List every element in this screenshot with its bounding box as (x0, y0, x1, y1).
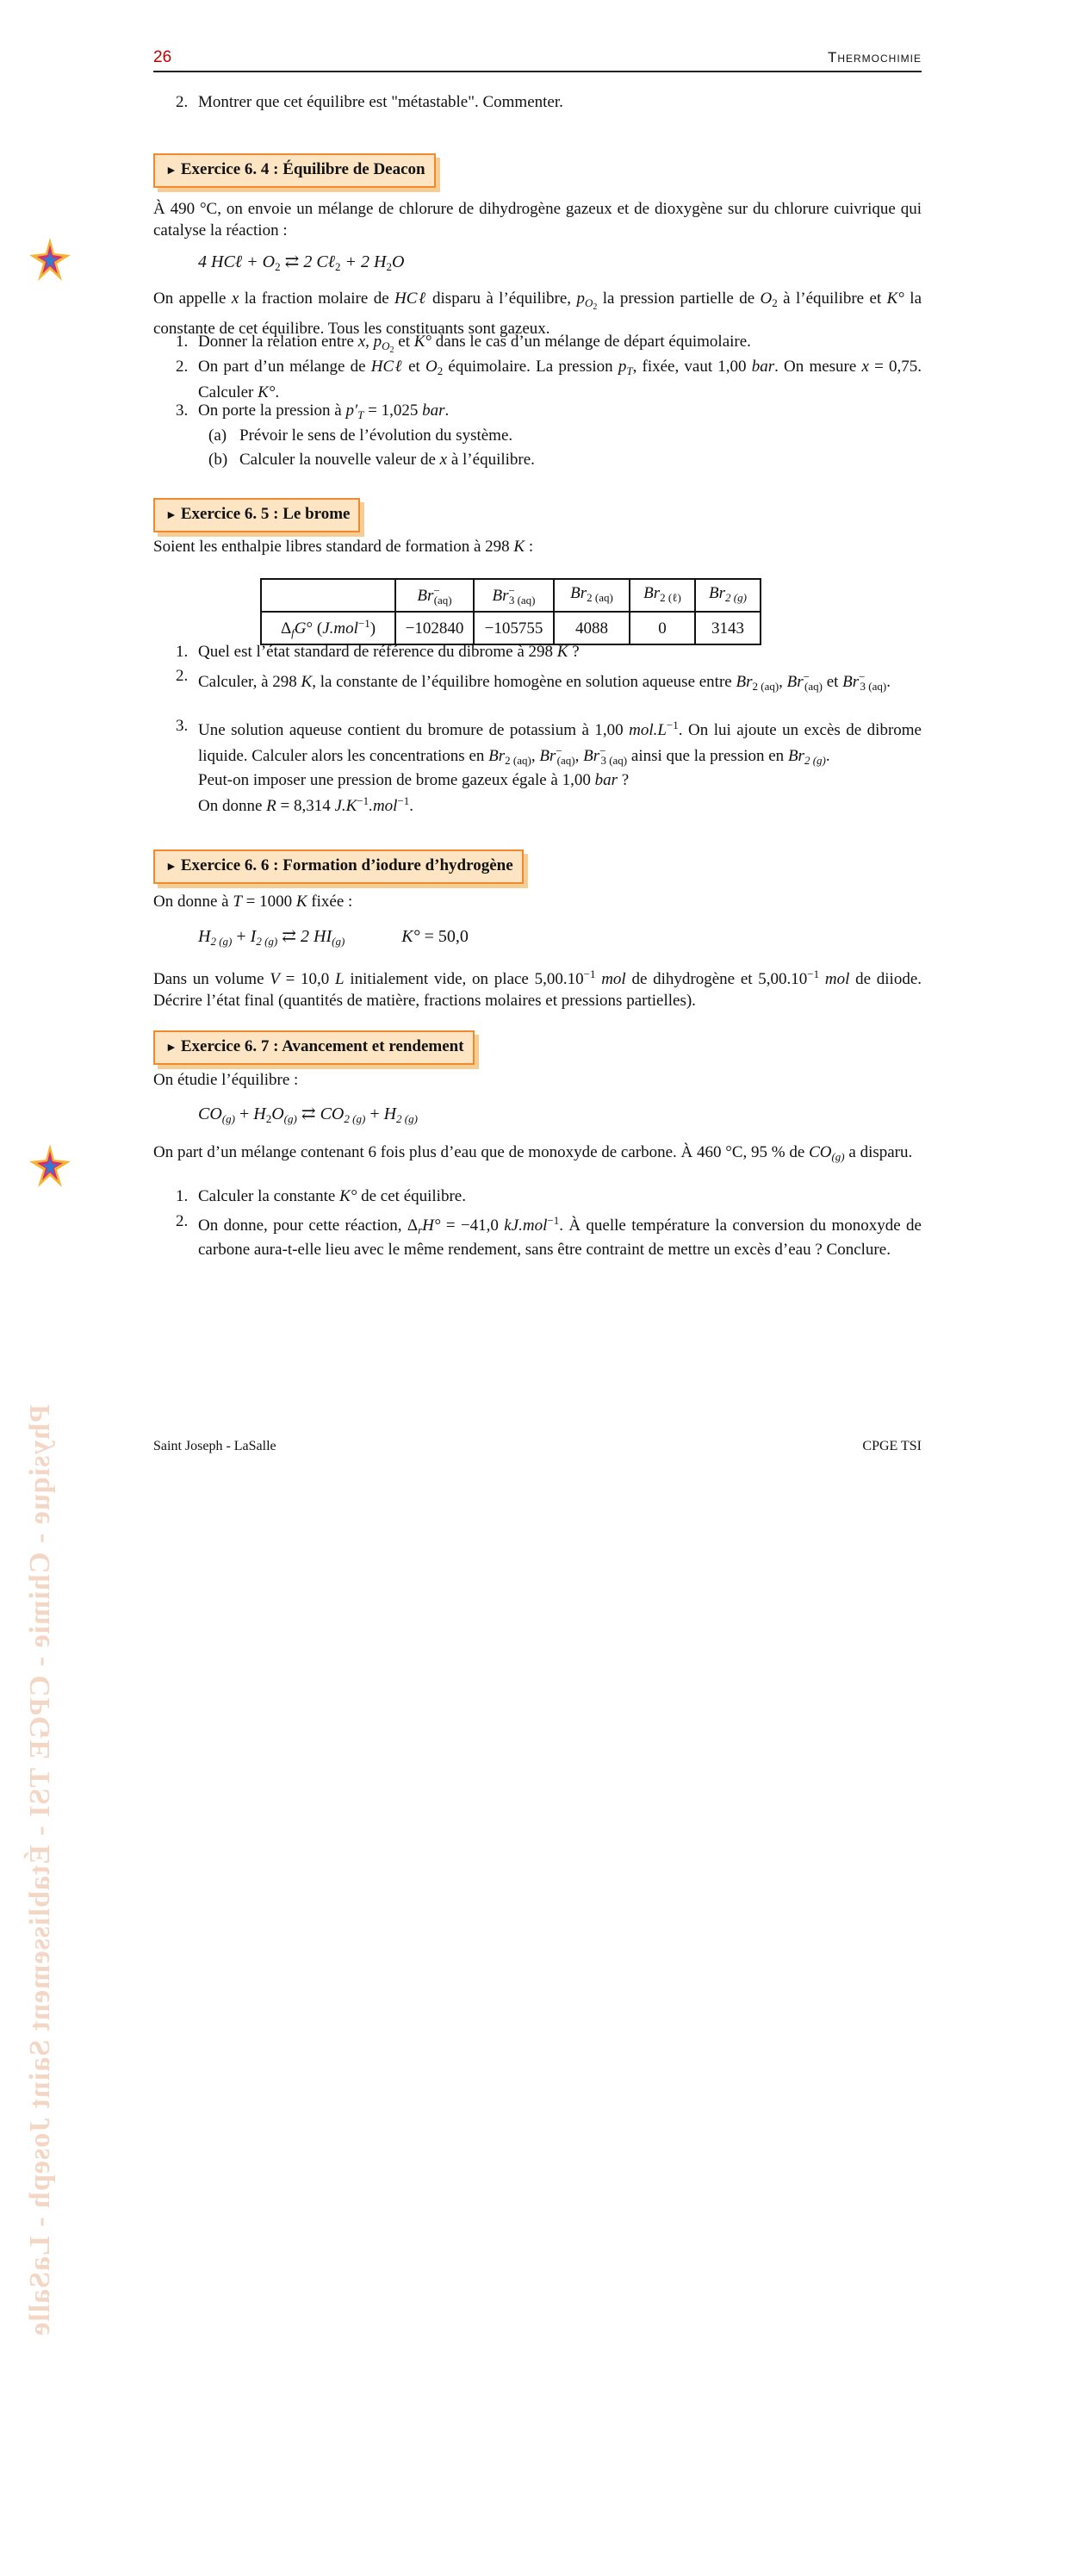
triangle-icon: ► (165, 509, 177, 522)
table-cell: −105755 (474, 612, 554, 644)
triangle-icon: ► (165, 165, 177, 177)
school-logo-bottom (28, 1139, 72, 1191)
triangle-icon: ► (165, 1042, 177, 1055)
footer-class: CPGE TSI (862, 1439, 922, 1453)
table-row-label: $\Delta_fG^\circ$ (J.mol$^{-1}$) (261, 612, 395, 644)
exercise-6-7-paragraph: On part d’un mélange contenant 6 fois plus d’eau que de monoxyde de carbone. À 460 °C, 95 % de $CO_{(g)}$ a disparu. (153, 1143, 913, 1163)
table-cell: 0 (630, 612, 695, 644)
exercise-6-7-question-1: 1. Calculer la constante K° de cet équilibre. (176, 1187, 466, 1205)
school-logo-top (28, 233, 72, 284)
table-header-row (261, 579, 761, 612)
table-cell: −102840 (395, 612, 474, 644)
table-cell: 4088 (554, 612, 630, 644)
exercise-6-4-title: ► Exercice 6. 4 : Équilibre de Deacon (153, 153, 436, 188)
triangle-icon: ► (165, 861, 177, 874)
footer-school: Saint Joseph - LaSalle (153, 1439, 276, 1453)
exercise-6-4-paragraph: On appelle x la fraction molaire de HCℓ disparu à l’équilibre, $p_{O2}$ la pression partielle de $O_2$ à l’équilibre et K° la constante de cet équilibre. Tous les constituants sont gazeux. (153, 289, 922, 338)
deacon-reaction-equation: 4 HCℓ + $O_2$ ⇄ 2 Cℓ$_2$ + 2 $H_2O$ (198, 252, 405, 273)
table-header-cell: $Br_{2 (aq)}$ (554, 579, 630, 612)
page-number: 26 (153, 48, 172, 66)
exercise-6-4-question-3a: (a) Prévoir le sens de l’évolution du système. (208, 426, 513, 445)
exercise-6-5-title: ► Exercice 6. 5 : Le brome (153, 498, 360, 532)
exercise-6-4-intro: À 490 °C, on envoie un mélange de chlorure de dihydrogène gazeux et de dioxygène sur du chlorure cuivrique qui catalyse la réaction : (153, 200, 922, 240)
exercise-6-4-question-3: 3. On porte la pression à $p'_T = 1,025$ bar. (176, 401, 450, 421)
page-header (153, 47, 922, 72)
table-header-cell: $Br^-_{(aq)}$ (395, 579, 474, 612)
table-header-cell: $Br^-_{3 (aq)}$ (474, 579, 554, 612)
exercise-6-6-title: ► Exercice 6. 6 : Formation d’iodure d’hydrogène (153, 849, 524, 884)
vertical-watermark: Physique - Chimie - CPGE TSI - Établissement Saint Joseph - LaSalle (24, 1404, 56, 2336)
table-row (261, 612, 761, 644)
exercise-6-4-question-2: 2. On part d’un mélange de HCℓ et $O_2$ équimolaire. La pression $p_T$, fixée, vaut 1,00 bar. On mesure x = 0,75. Calculer K°. (176, 358, 922, 401)
table-header-cell: $Br_{2 (\ell)}$ (630, 579, 695, 612)
exercise-6-7-question-2: 2. On donne, pour cette réaction, $\Delta_rH^\circ = -41,0$ kJ.mol$^{-1}$. À quelle température la conversion du monoxyde de carbone aura-t-elle lieu avec le même rendement, sans être contraint de mettre un excès d’eau ? Conclure. (176, 1212, 922, 1259)
exercise-6-5-intro: Soient les enthalpie libres standard de formation à 298 K : (153, 538, 534, 556)
gibbs-energy-table (260, 578, 761, 645)
exercise-6-7-intro: On étudie l’équilibre : (153, 1071, 299, 1089)
chapter-title: Thermochimie (827, 49, 922, 65)
water-gas-reaction-equation: $CO_{(g)} + H_2O_{(g)}$ ⇄ $CO_{2 (g)} + H_{2 (g)}$ (198, 1104, 418, 1125)
hi-reaction-equation: $H_{2 (g)} + I_{2 (g)}$ ⇄ 2 $HI_{(g)}$ K° = 50,0 (198, 927, 469, 948)
exercise-6-5-question-3: 3. Une solution aqueuse contient du bromure de potassium à 1,00 $mol.L^{-1}$. On lui ajoute un excès de dibrome liquide. Calculer alors les concentrations en $Br_{2 (aq)}$, $Br^-_{(aq)}$, $Br^-_{3 (aq)}$ ainsi que la pression en $Br_{2 (g)}$. Peut-on imposer une pression de brome gazeux égale à 1,00 bar ? On donne R = 8,314 $J.K^{-1}.mol^{-1}$. (176, 717, 922, 815)
table-header-cell: $Br_{2 (g)}$ (695, 579, 761, 612)
exercise-6-6-intro: On donne à T = 1000 K fixée : (153, 893, 353, 911)
exercise-6-6-paragraph: Dans un volume V = 10,0 L initialement vide, on place $5,00.10^{-1}$ mol de dihydrogène et $5,00.10^{-1}$ mol de diiode. Décrire l’état final (quantités de matière, fractions molaires et pressions partielles). (153, 968, 922, 1010)
exercise-6-4-question-3b: (b) Calculer la nouvelle valeur de x à l’équilibre. (208, 451, 535, 469)
previous-question-2: 2. Montrer que cet équilibre est "métastable". Commenter. (176, 93, 563, 111)
table-cell: 3143 (695, 612, 761, 644)
exercise-6-5-question-1: 1. Quel est l’état standard de référence du dibrome à 298 K ? (176, 643, 580, 661)
exercise-6-4-question-1: 1. Donner la relation entre x, $p_{O2}$ et K° dans le cas d’un mélange de départ équimolaire. (176, 333, 751, 355)
exercise-6-7-title: ► Exercice 6. 7 : Avancement et rendement (153, 1030, 475, 1065)
exercise-6-5-question-2: 2. Calculer, à 298 K, la constante de l’équilibre homogène en solution aqueuse entre $Br_{2 (aq)}$, $Br^-_{(aq)}$ et $Br^-_{3 (aq)}$. (176, 667, 891, 693)
table-corner-cell (261, 579, 395, 612)
